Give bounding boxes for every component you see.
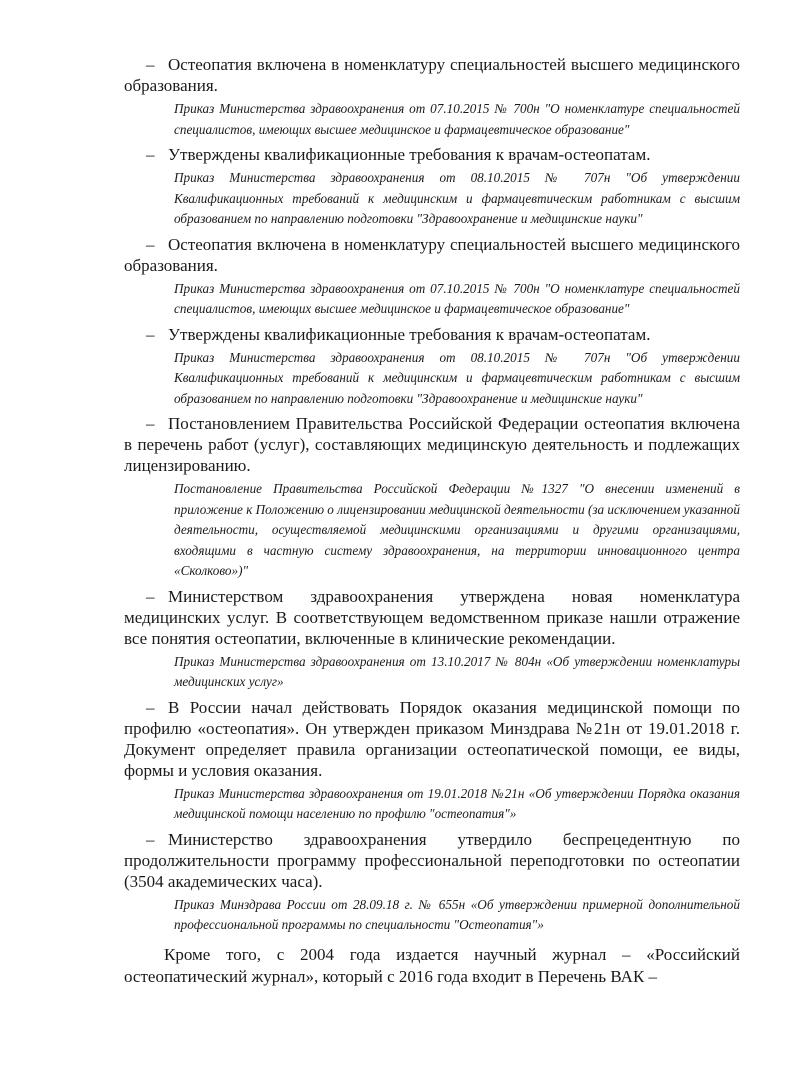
list-item xyxy=(124,697,740,781)
item-text: Постановлением Правительства Российской Федерации остеопатия включена в перечень работ (услуг), составляющих медицинскую деятельность и подлежащих лицензированию. xyxy=(124,414,740,475)
list-item xyxy=(124,324,740,345)
document-page xyxy=(124,54,740,988)
dash-marker: – xyxy=(146,697,155,717)
list-item xyxy=(124,234,740,276)
reference-citation: Приказ Министерства здравоохранения от 08.10.2015 № 707н "Об утверждении Квалификационных требований к медицинским и фармацевтическим работникам с высшим образованием по направлению подготовки "Здравоохранение и медицинские науки" xyxy=(174,349,740,406)
reference-citation: Приказ Министерства здравоохранения от 07.10.2015 № 700н "О номенклатуре специальностей специалистов, имеющих высшее медицинское и фармацевтическое образование" xyxy=(174,280,740,316)
dash-marker: – xyxy=(146,829,155,849)
dash-marker: – xyxy=(146,55,155,74)
item-text: Министерством здравоохранения утверждена новая номенклатура медицинских услуг. В соответствующем ведомственном приказе нашли отражение все понятия остеопатии, включенные в клинические рекомендации. xyxy=(124,586,740,648)
dash-marker: – xyxy=(146,586,155,606)
reference-citation: Постановление Правительства Российской Федерации №1327 "О внесении изменений в приложение к Положению о лицензировании медицинской деятельности (за исключением указанной деятельности, осуществляемой медицинскими организациями и другими организациями, входящими в частную систему здравоохранения, на территории инновационного центра «Сколково»)" xyxy=(174,481,740,578)
item-text: Остеопатия включена в номенклатуру специальностей высшего медицинского образования. xyxy=(124,55,740,95)
reference-citation: Приказ Министерства здравоохранения от 19.01.2018 №21н «Об утверждении Порядка оказания медицинской помощи населению по профилю "остеопатия"» xyxy=(174,785,740,821)
reference-citation: Приказ Министерства здравоохранения от 13.10.2017 № 804н «Об утверждении номенклатуры медицинских услуг» xyxy=(174,653,740,689)
item-text: В России начал действовать Порядок оказания медицинской помощи по профилю «остеопатия». Он утвержден приказом Минздрава №21н от 19.01.2018 г. Документ определяет правила организации остеопатической помощи, ее виды, формы и условия оказания. xyxy=(124,697,740,780)
list-item xyxy=(124,54,740,96)
reference-citation: Приказ Министерства здравоохранения от 08.10.2015 № 707н "Об утверждении Квалификационных требований к медицинским и фармацевтическим работникам с высшим образованием по направлению подготовки "Здравоохранение и медицинские науки" xyxy=(174,170,740,226)
item-text: Утверждены квалификационные требования к врачам-остеопатам. xyxy=(168,145,651,164)
list-item xyxy=(124,586,740,649)
dash-marker: – xyxy=(146,234,155,254)
closing-paragraph: Кроме того, с 2004 года издается научный журнал – «Российский остеопатический журнал», который с 2016 года входит в Перечень ВАК – xyxy=(124,944,740,986)
dash-marker: – xyxy=(146,145,155,164)
list-item xyxy=(124,144,740,165)
reference-citation: Приказ Министерства здравоохранения от 07.10.2015 № 700н "О номенклатуре специальностей специалистов, имеющих высшее медицинское и фармацевтическое образование" xyxy=(174,101,740,137)
dash-marker: – xyxy=(146,414,155,433)
list-item xyxy=(124,413,740,476)
reference-citation: Приказ Минздрава России от 28.09.18 г. № 655н «Об утверждении примерной дополнительной профессиональной программы по специальности "Остеопатия"» xyxy=(174,896,740,932)
dash-marker: – xyxy=(146,324,155,344)
item-text: Остеопатия включена в номенклатуру специальностей высшего медицинского образования. xyxy=(124,234,740,275)
item-text: Министерство здравоохранения утвердило беспрецедентную по продолжительности программу профессиональной переподготовки по остеопатии (3504 академических часа). xyxy=(124,829,740,891)
list-item xyxy=(124,829,740,892)
item-text: Утверждены квалификационные требования к врачам-остеопатам. xyxy=(168,324,651,344)
